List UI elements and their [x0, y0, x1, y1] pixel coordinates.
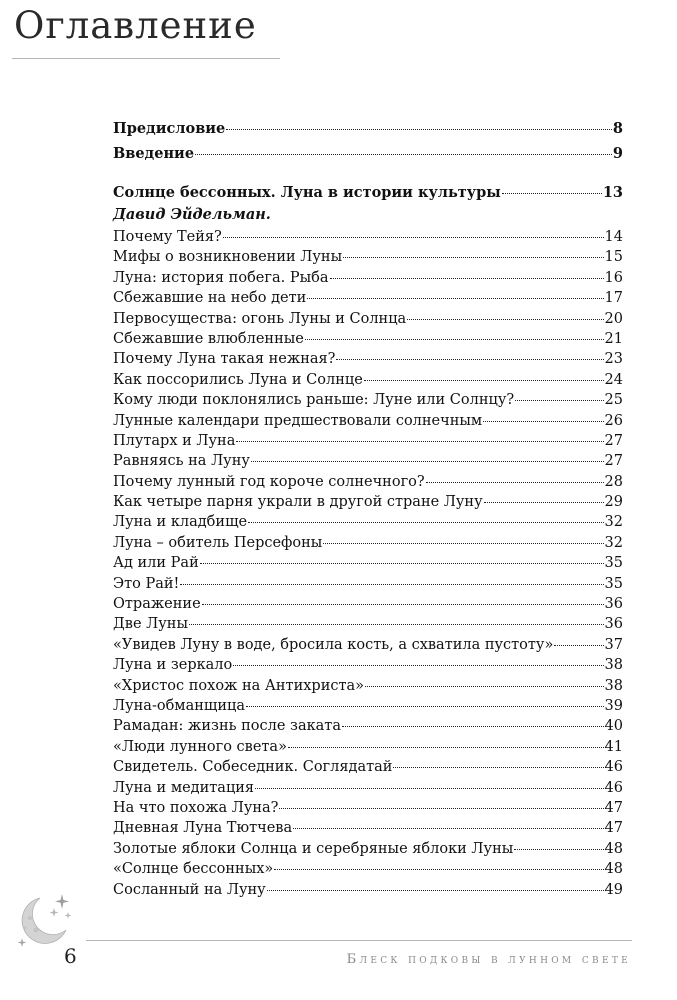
toc-entry-title: Ад или Рай — [113, 555, 199, 572]
toc-entry-page: 23 — [604, 351, 623, 368]
toc-entry-title: Сбежавшие на небо дети — [113, 290, 307, 307]
toc-section-heading[interactable] — [113, 180, 623, 205]
toc-entry-title: Почему Тейя? — [113, 229, 222, 245]
dot-leader — [484, 502, 604, 503]
toc-entry[interactable] — [113, 512, 623, 532]
dot-leader — [307, 298, 603, 299]
toc-entry-title: «Люди лунного света» — [113, 738, 287, 755]
dot-leader — [336, 359, 603, 360]
toc-entry-title: «Христос похож на Антихриста» — [113, 677, 365, 694]
section-author: Давид Эйдельман. — [113, 206, 271, 223]
toc-entry[interactable] — [113, 676, 623, 696]
toc-entry-page: 40 — [604, 718, 623, 735]
toc-entry[interactable] — [113, 859, 623, 879]
dot-leader — [515, 400, 603, 401]
dot-leader — [554, 645, 603, 646]
toc-entry-title: Равняясь на Луну — [113, 453, 250, 470]
toc-entry[interactable] — [113, 798, 623, 818]
toc-entry-page: 47 — [604, 799, 623, 816]
dot-leader — [323, 543, 603, 544]
toc-entry[interactable] — [113, 390, 623, 410]
toc-entry-page: 27 — [604, 432, 623, 449]
toc-entry[interactable] — [113, 309, 623, 329]
toc-entry-page: 9 — [612, 145, 623, 162]
toc-entry-title: Сбежавшие влюбленные — [113, 330, 304, 347]
dot-leader — [189, 624, 604, 625]
toc-entry-introduction[interactable] — [113, 141, 623, 166]
toc-entry-page: 17 — [604, 290, 623, 307]
toc-entry-title: Как поссорились Луна и Солнце — [113, 371, 363, 388]
toc-entry-title: Кому люди поклонялись раньше: Луне или Солнцу? — [113, 392, 515, 409]
toc-entry[interactable] — [113, 574, 623, 594]
toc-entry-page: 48 — [604, 840, 623, 857]
toc-entry[interactable] — [113, 839, 623, 859]
toc-entry-title: Луна и кладбище — [113, 514, 248, 531]
toc-entry[interactable] — [113, 370, 623, 390]
section-page: 13 — [602, 184, 623, 201]
dot-leader — [255, 788, 603, 789]
title-divider — [12, 58, 280, 59]
dot-leader — [180, 584, 603, 585]
toc-entry-title: Введение — [113, 145, 195, 162]
section-spacer — [113, 166, 623, 180]
toc-entry-page: 20 — [604, 310, 623, 327]
toc-entry-title: Дневная Луна Тютчева — [113, 820, 293, 837]
toc-entry-title: Золотые яблоки Солнца и серебряные яблоки Луны — [113, 840, 514, 857]
toc-entry-page: 46 — [604, 759, 623, 776]
toc-entry[interactable] — [113, 614, 623, 634]
toc-entry[interactable] — [113, 288, 623, 308]
toc-entry-page: 16 — [604, 269, 623, 286]
toc-entry[interactable] — [113, 533, 623, 553]
toc-entry-page: 48 — [604, 861, 623, 878]
dot-leader — [251, 461, 604, 462]
dot-leader — [330, 278, 604, 279]
toc-entry-page: 21 — [604, 330, 623, 347]
dot-leader — [293, 828, 603, 829]
toc-entry-page: 46 — [604, 779, 623, 796]
page-number: 6 — [64, 944, 77, 968]
toc-entry-page: 8 — [612, 120, 623, 137]
toc-entry-title: Сосланный на Луну — [113, 881, 266, 898]
dot-leader — [246, 706, 604, 707]
toc-entry-list — [113, 227, 623, 900]
toc-entry-title: Предисловие — [113, 120, 226, 137]
toc-entry-page: 41 — [604, 738, 623, 755]
toc-entry-page: 36 — [604, 616, 623, 633]
toc-entry-title: Отражение — [113, 596, 201, 613]
toc-entry-title: Лунные календари предшествовали солнечным — [113, 412, 483, 429]
footer-divider — [86, 940, 632, 941]
dot-leader — [365, 686, 604, 687]
toc-entry-title: Луна и медитация — [113, 779, 255, 796]
dot-leader — [248, 522, 603, 523]
dot-leader — [195, 154, 612, 155]
toc-entry-title: Плутарх и Луна — [113, 432, 236, 449]
toc-entry[interactable] — [113, 737, 623, 757]
toc-entry[interactable] — [113, 247, 623, 267]
toc-entry-title: Свидетель. Собеседник. Соглядатай — [113, 759, 393, 776]
toc-entry[interactable] — [113, 635, 623, 655]
toc-entry-title: Луна – обитель Персефоны — [113, 534, 323, 551]
toc-entry-title: Как четыре парня украли в другой стране Луну — [113, 494, 483, 511]
toc-entry-title: Первосущества: огонь Луны и Солнца — [113, 310, 407, 327]
toc-entry-page: 32 — [604, 534, 623, 551]
dot-leader — [407, 319, 603, 320]
toc-entry-title: «Солнце бессонных» — [113, 861, 274, 878]
toc-entry-page: 25 — [604, 392, 623, 409]
dot-leader — [426, 482, 604, 483]
dot-leader — [236, 441, 603, 442]
toc-entry[interactable] — [113, 472, 623, 492]
toc-entry-title: Почему лунный год короче солнечного? — [113, 473, 425, 490]
toc-entry-page: 35 — [604, 555, 623, 572]
dot-leader — [364, 380, 604, 381]
toc-entry-page: 28 — [604, 473, 623, 490]
toc-entry-title: Это Рай! — [113, 575, 180, 592]
toc-entry[interactable] — [113, 411, 623, 431]
toc-entry-title: Рамадан: жизнь после заката — [113, 718, 341, 735]
toc-entry-page: 29 — [604, 494, 623, 511]
toc-entry-page: 38 — [604, 677, 623, 694]
toc-entry[interactable] — [113, 757, 623, 777]
dot-leader — [305, 339, 604, 340]
toc-entry-page: 38 — [604, 657, 623, 674]
toc-entry[interactable] — [113, 268, 623, 288]
toc-entry-page: 32 — [604, 514, 623, 531]
dot-leader — [233, 665, 603, 666]
toc-entry[interactable] — [113, 594, 623, 614]
toc-entry[interactable] — [113, 880, 623, 900]
toc-entry-title: «Увидев Луну в воде, бросила кость, а схватила пустоту» — [113, 636, 554, 653]
dot-leader — [343, 257, 603, 258]
toc-entry[interactable] — [113, 349, 623, 369]
toc-entry-page: 15 — [604, 249, 623, 266]
toc-entry-page: 36 — [604, 596, 623, 613]
toc-entry[interactable] — [113, 451, 623, 471]
toc-entry[interactable] — [113, 696, 623, 716]
dot-leader — [200, 563, 604, 564]
toc-entry-title: Луна-обманщица — [113, 697, 246, 714]
dot-leader — [483, 421, 603, 422]
toc-entry-title: На что похожа Луна? — [113, 799, 279, 816]
toc-entry-title: Почему Луна такая нежная? — [113, 351, 336, 368]
dot-leader — [267, 890, 604, 891]
dot-leader — [342, 726, 604, 727]
dot-leader — [514, 849, 603, 850]
dot-leader — [502, 193, 602, 194]
dot-leader — [223, 237, 604, 238]
toc-entry-title: Луна: история побега. Рыба — [113, 269, 329, 286]
toc-entry[interactable] — [113, 716, 623, 736]
toc-entry[interactable] — [113, 227, 623, 247]
crescent-moon-stars-icon — [10, 890, 76, 952]
toc-entry-page: 14 — [604, 229, 623, 245]
toc-entry[interactable] — [113, 431, 623, 451]
toc-entry[interactable] — [113, 492, 623, 512]
toc-entry-page: 27 — [604, 453, 623, 470]
toc-entry[interactable] — [113, 553, 623, 573]
page-title: Оглавление — [14, 4, 257, 47]
dot-leader — [202, 604, 604, 605]
dot-leader — [288, 747, 604, 748]
table-of-contents — [113, 116, 623, 900]
running-title: Блеск подковы в лунном свете — [346, 952, 631, 967]
toc-entry-page: 24 — [604, 371, 623, 388]
toc-entry-title: Мифы о возникновении Луны — [113, 249, 343, 266]
dot-leader — [393, 767, 603, 768]
toc-entry-page: 39 — [604, 697, 623, 714]
toc-entry-page: 47 — [604, 820, 623, 837]
toc-entry[interactable] — [113, 778, 623, 798]
dot-leader — [279, 808, 603, 809]
toc-entry-title: Две Луны — [113, 616, 188, 633]
toc-entry-page: 35 — [604, 575, 623, 592]
section-title: Солнце бессонных. Луна в истории культуры — [113, 184, 501, 201]
toc-entry-page: 37 — [604, 636, 623, 653]
toc-entry-page: 26 — [604, 412, 623, 429]
dot-leader — [226, 129, 612, 130]
toc-entry-page: 49 — [604, 881, 623, 898]
toc-entry[interactable] — [113, 655, 623, 675]
toc-entry-title: Луна и зеркало — [113, 657, 233, 674]
toc-entry[interactable] — [113, 818, 623, 838]
toc-entry[interactable] — [113, 329, 623, 349]
toc-entry-preface[interactable] — [113, 116, 623, 141]
dot-leader — [274, 869, 603, 870]
